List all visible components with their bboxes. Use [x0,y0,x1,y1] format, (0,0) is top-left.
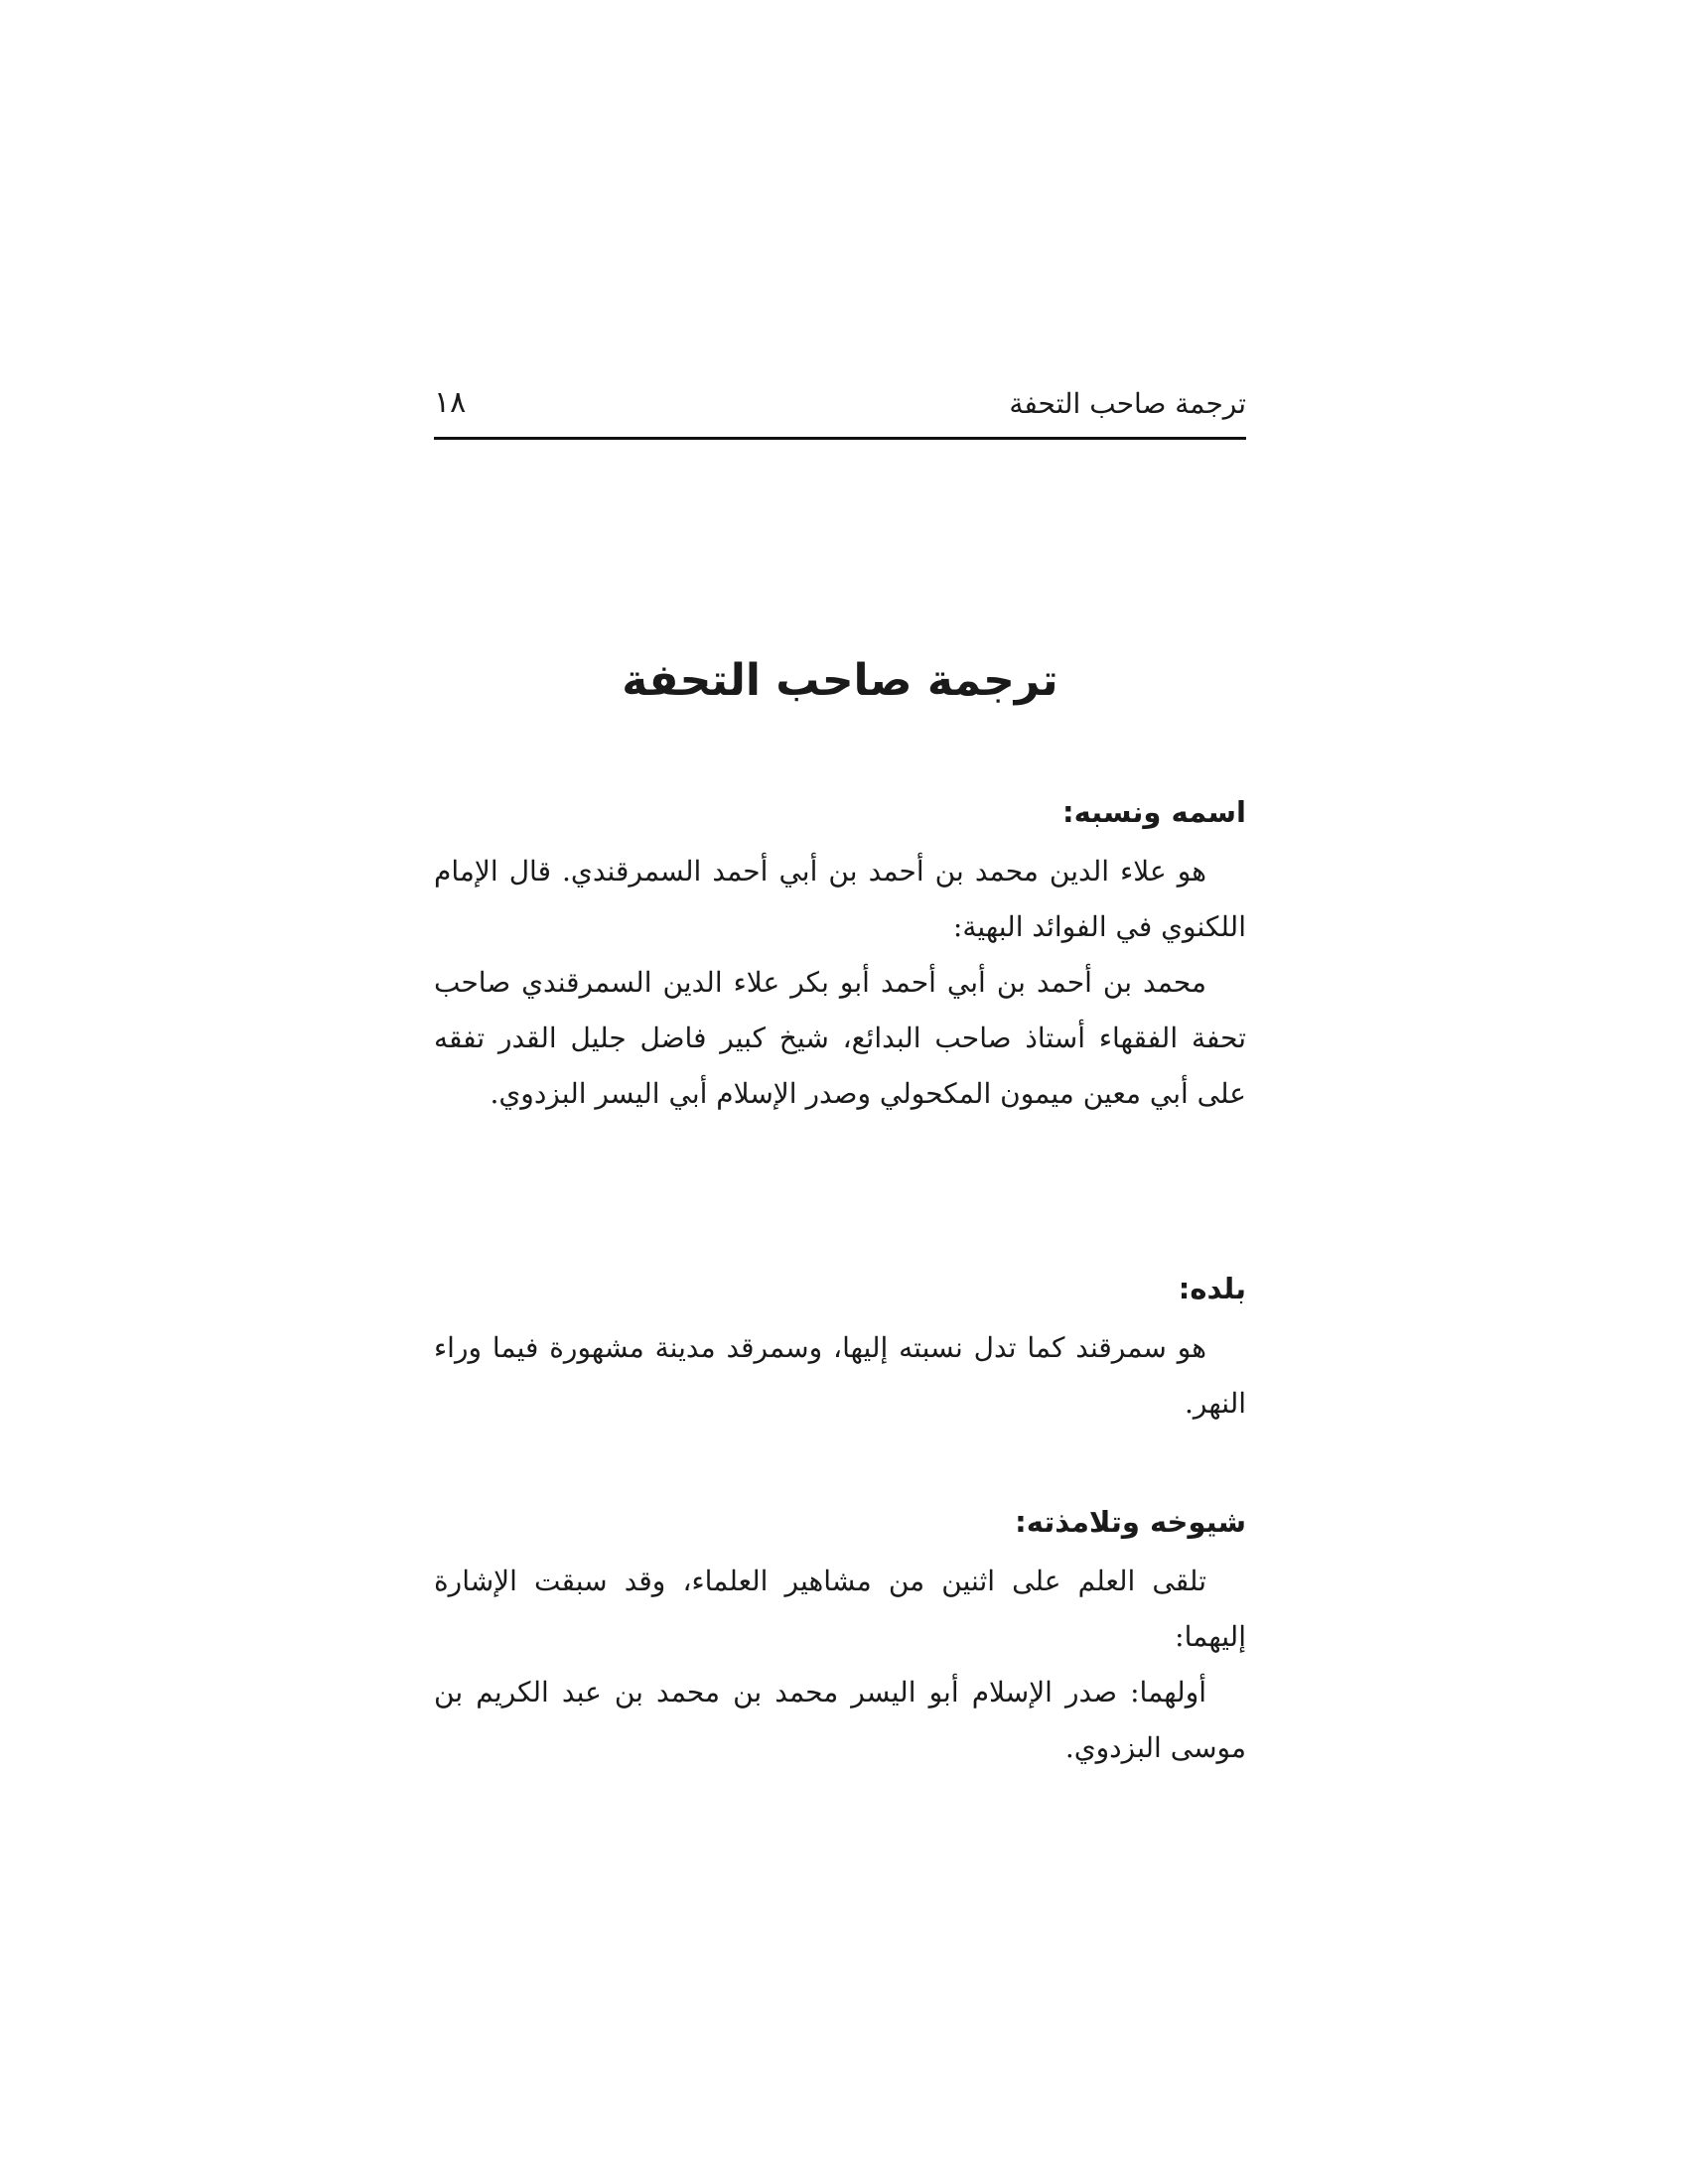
paragraph: هو علاء الدين محمد بن أحمد بن أبي أحمد السمرقندي. قال الإمام اللكنوي في الفوائد البهية: [434,855,1246,943]
section-name-lineage [434,784,1246,1122]
running-title: ترجمة صاحب التحفة [1009,387,1246,420]
paragraph: محمد بن أحمد بن أبي أحمد أبو بكر علاء الدين السمرقندي صاحب تحفة الفقهاء أستاذ صاحب البدائع، شيخ كبير فاضل جليل القدر تفقه على أبي معين ميمون المكحولي وصدر الإسلام أبي اليسر البزدوي. [434,966,1246,1110]
section-heading: بلده: [1178,1272,1246,1305]
section-country [434,1261,1246,1432]
paragraph: أولهما: صدر الإسلام أبو اليسر محمد بن محمد بن عبد الكريم بن موسى البزدوي. [434,1676,1246,1764]
book-page [434,0,1246,2184]
page-number: ١٨ [434,385,467,420]
paragraph: هو سمرقند كما تدل نسبته إليها، وسمرقد مدينة مشهورة فيما وراء النهر. [434,1331,1246,1420]
section-teachers-students [434,1494,1246,1776]
running-header [434,381,1246,440]
section-heading: اسمه ونسبه: [1061,795,1246,829]
section-heading: شيوخه وتلامذته: [1015,1505,1246,1539]
paragraph: تلقى العلم على اثنين من مشاهير العلماء، وقد سبقت الإشارة إليهما: [434,1565,1246,1653]
chapter-title: ترجمة صاحب التحفة [622,655,1058,706]
